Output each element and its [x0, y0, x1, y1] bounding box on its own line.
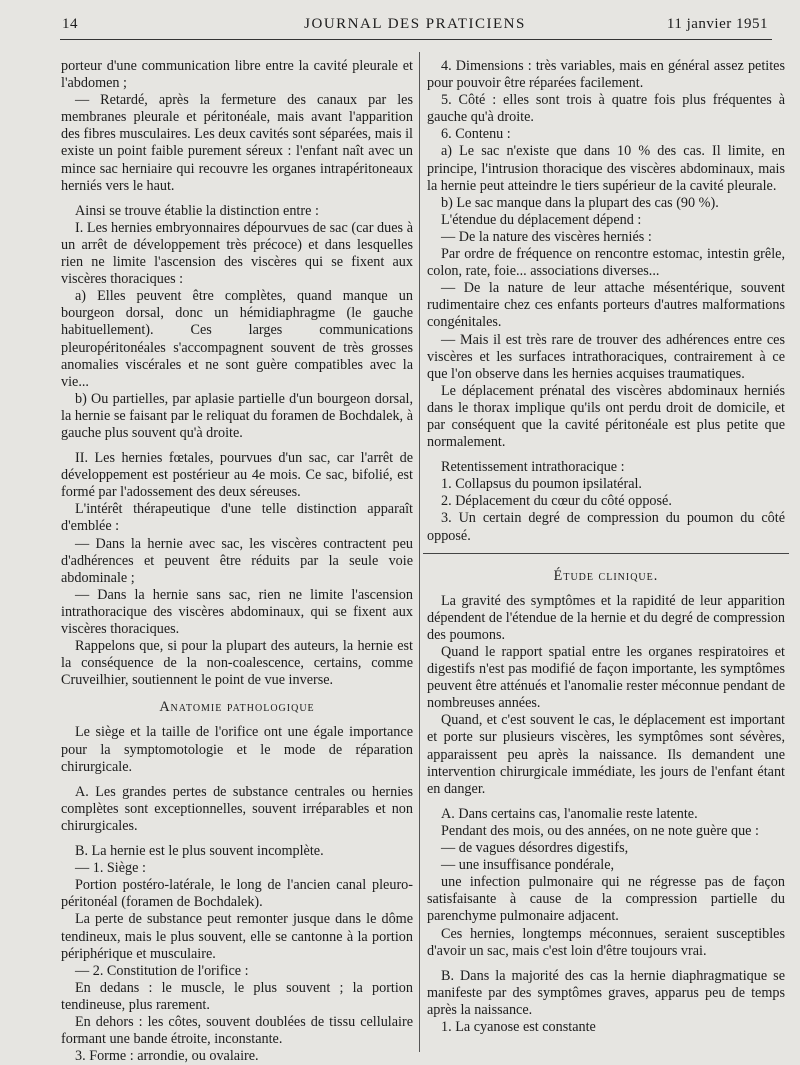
paragraph: I. Les hernies embryonnaires dépourvues de sac (car dues à un arrêt de développement très précoce) et dans lesquelles rien ne limite l'ascension des viscères qui se fixent aux viscères thoraciques :: [61, 219, 413, 288]
paragraph: 1. La cyanose est constante: [441, 1018, 596, 1035]
left-column: [61, 58, 413, 1065]
section-rule: [423, 553, 789, 554]
column-divider: [419, 52, 420, 1052]
paragraph: 6. Contenu :: [441, 126, 511, 143]
paragraph: b) Le sac manque dans la plupart des cas (90 %).: [441, 194, 719, 211]
paragraph: A. Les grandes pertes de substance centrales ou hernies complètes sont exceptionnelles, souvent irréparables et non chirurgicales.: [61, 783, 413, 834]
section-heading: Anatomie pathologique: [159, 699, 315, 716]
paragraph: 3. Un certain degré de compression du poumon du côté opposé.: [427, 510, 785, 544]
journal-title: JOURNAL DES PRATICIENS: [304, 16, 526, 32]
paragraph: Ces hernies, longtemps méconnues, seraient susceptibles d'avoir un sac, mais c'est loin d'être toujours vrai.: [427, 925, 785, 959]
paragraph: La perte de substance peut remonter jusque dans le dôme tendineux, mais le plus souvent, elle se cantonne à la portion périphérique et musculaire.: [61, 911, 413, 962]
paragraph: — 1. Siège :: [75, 860, 146, 877]
paragraph: Retentissement intrathoracique :: [441, 459, 625, 476]
paragraph: L'intérêt thérapeutique d'une telle distinction apparaît d'emblée :: [61, 501, 413, 535]
paragraph: 1. Collapsus du poumon ipsilatéral.: [441, 476, 642, 493]
paragraph: B. Dans la majorité des cas la hernie diaphragmatique se manifeste par des symptômes graves, apparus peu de temps après la naissance.: [427, 967, 785, 1018]
paragraph: une infection pulmonaire qui ne régresse pas de façon satisfaisante à cause de la compression partielle du parenchyme pulmonaire adjacent.: [427, 874, 785, 925]
paragraph: 5. Côté : elles sont trois à quatre fois plus fréquentes à gauche qu'à droite.: [427, 92, 785, 126]
issue-date: 11 janvier 1951: [666, 16, 768, 32]
paragraph: En dedans : le muscle, le plus souvent ; la portion tendineuse, plus rarement.: [61, 979, 413, 1013]
paragraph: Pendant des mois, ou des années, on ne note guère que :: [441, 822, 759, 839]
paragraph: Portion postéro-latérale, le long de l'ancien canal pleuro-péritonéal (foramen de Bochdalek).: [61, 877, 413, 911]
paragraph: a) Elles peuvent être complètes, quand manque un bourgeon dorsal, donc un hémidiaphragme (le gauche habituellement). Ces larges communications pleuropéritonéales s'accompagnent souvent de très grosses anomalies viscérales et ne sont guère compatibles avec la vie...: [61, 288, 413, 390]
paragraph: 3. Forme : arrondie, ou ovalaire.: [75, 1048, 259, 1065]
paragraph: — Mais il est très rare de trouver des adhérences entre ces viscères et les surfaces intrathoraciques, contrairement à ce que l'on observe dans les hernies acquises traumatiques.: [427, 331, 785, 382]
paragraph: Le déplacement prénatal des viscères abdominaux herniés dans le thorax implique qu'ils ont perdu droit de domicile, et par conséquent que la cavité péritonéale est plus petite que normalement.: [427, 382, 785, 451]
right-column: [427, 58, 785, 1036]
paragraph: Quand le rapport spatial entre les organes respiratoires et digestifs n'est pas modifié de façon importante, les symptômes peuvent être atténués et l'anomalie rester méconnue pendant de nombreuses années.: [427, 644, 785, 712]
page-number: 14: [62, 16, 78, 32]
paragraph: En dehors : les côtes, souvent doublées de tissu cellulaire formant une bande étroite, inconstante.: [61, 1013, 413, 1048]
paragraph: — Dans la hernie avec sac, les viscères contractent peu d'adhérences et peuvent être réduits par la seule voie abdominale ;: [61, 535, 413, 586]
paragraph: Le siège et la taille de l'orifice ont une égale importance pour la symptomotologie et le mode de réparation chirurgicale.: [61, 724, 413, 775]
paragraph: b) Ou partielles, par aplasie partielle d'un bourgeon dorsal, la hernie se faisant par le reliquat du foramen de Bochdalek, à gauche plus souvent qu'à droite.: [61, 390, 413, 441]
paragraph: L'étendue du déplacement dépend :: [441, 211, 642, 228]
paragraph: — de vagues désordres digestifs,: [441, 840, 629, 857]
paragraph: 2. Déplacement du cœur du côté opposé.: [441, 493, 672, 510]
paragraph: A. Dans certains cas, l'anomalie reste latente.: [441, 805, 698, 822]
paragraph: Par ordre de fréquence on rencontre estomac, intestin grêle, colon, rate, foie... associations diverses...: [427, 246, 785, 280]
paragraph: — une insuffisance pondérale,: [441, 857, 615, 874]
page-header: [62, 16, 768, 40]
paragraph: — De la nature des viscères herniés :: [441, 228, 652, 245]
paragraph: porteur d'une communication libre entre la cavité pleurale et l'abdomen ;: [61, 58, 413, 92]
paragraph: 4. Dimensions : très variables, mais en général assez petites pour pouvoir être réparées facilement.: [427, 58, 785, 92]
paragraph: — 2. Constitution de l'orifice :: [75, 962, 249, 979]
section-heading: Étude clinique.: [553, 567, 659, 584]
paragraph: — Retardé, après la fermeture des canaux par les membranes pleurale et péritonéale, mais avant l'apparition des fibres musculaires. Les deux cavités sont séparées, mais il existe un point faible purement séreux : l'enfant naît avec un mince sac herniaire qui recouvre les organes intrapéritoneaux herniés vers le haut.: [61, 92, 413, 194]
paragraph: II. Les hernies fœtales, pourvues d'un sac, car l'arrêt de développement est postérieur au 4e mois. Ce sac, bifolié, est formé par l'adossement des deux séreuses.: [61, 450, 413, 501]
paragraph: Ainsi se trouve établie la distinction entre :: [75, 202, 319, 219]
paragraph: Rappelons que, si pour la plupart des auteurs, la hernie est la conséquence de la non-coalescence, certains, comme Cruveilhier, soutiennent le point de vue inverse.: [61, 638, 413, 689]
paragraph: La gravité des symptômes et la rapidité de leur apparition dépendent de l'étendue de la hernie et du degré de compression des poumons.: [427, 592, 785, 643]
header-rule: [60, 39, 772, 40]
paragraph: a) Le sac n'existe que dans 10 % des cas. Il limite, en principe, l'intrusion thoracique des viscères abdominaux, mais la hernie peut atteindre le tiers supérieur de la cavité pleurale.: [427, 143, 785, 194]
paragraph: — Dans la hernie sans sac, rien ne limite l'ascension intrathoracique des viscères abdominaux, qui se fixent aux viscères thoraciques.: [61, 586, 413, 637]
paragraph: Quand, et c'est souvent le cas, le déplacement est important et porte sur plusieurs viscères, les symptômes sont sévères, apparaissent peu après la naissance. Ils demandent une intervention chirurgicale immédiate, les jours de l'enfant étant en danger.: [427, 712, 785, 797]
paragraph: B. La hernie est le plus souvent incomplète.: [75, 843, 324, 860]
paragraph: — De la nature de leur attache mésentérique, souvent rudimentaire chez ces enfants porteurs d'autres malformations congénitales.: [427, 280, 785, 331]
